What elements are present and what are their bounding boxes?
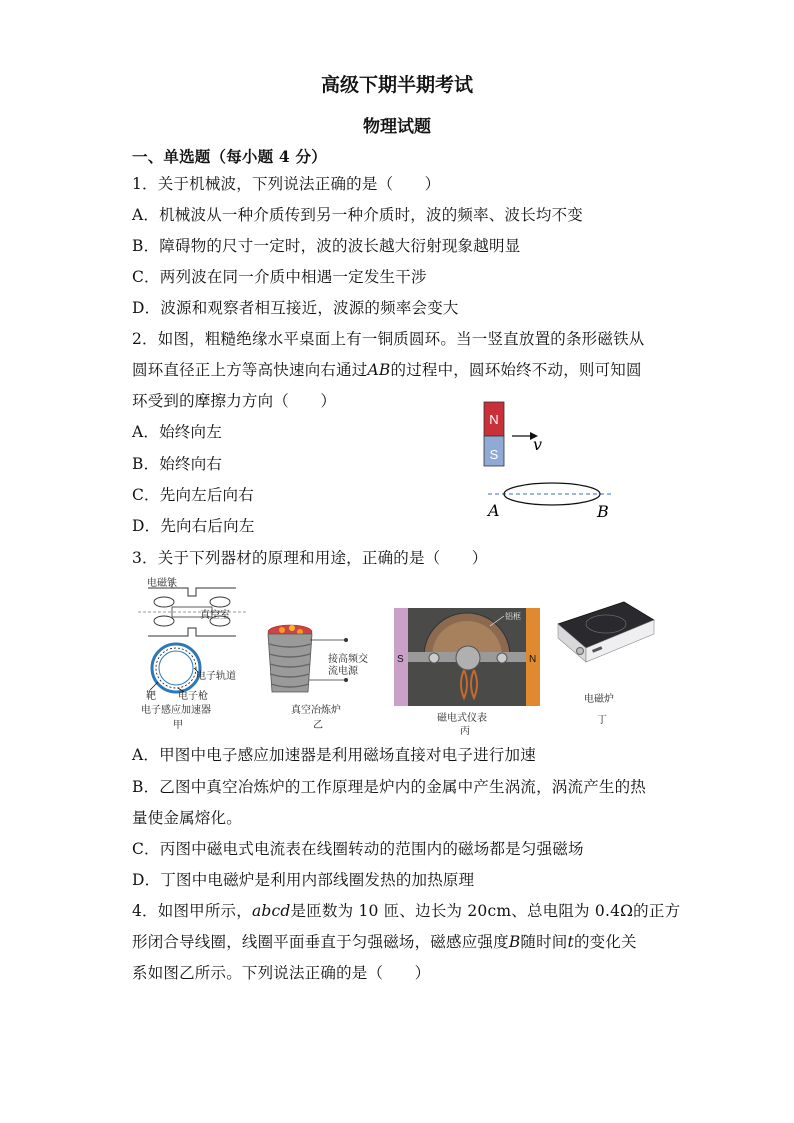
coil-left-upper <box>154 597 174 607</box>
meter-name: 磁电式仪表 <box>437 713 487 724</box>
q2-var-ab: AB <box>367 361 391 379</box>
cooker-name: 电磁炉 <box>584 694 614 705</box>
magnet-n-label: N <box>489 412 499 427</box>
target-caption: 靶 <box>146 691 156 702</box>
exam-title: 高级下期半期考试 <box>320 74 473 96</box>
q2-option-b: B．始终向右 <box>132 455 223 473</box>
pivot <box>456 646 480 670</box>
electron-orbit-caption: 电子轨道 <box>196 671 236 682</box>
electromagnet-top <box>148 588 236 596</box>
q2-stem-line1: 2．如图，粗糙绝缘水平桌面上有一铜质圆环。当一竖直放置的条形磁铁从 <box>132 330 645 348</box>
q1-option-c: C．两列波在同一介质中相遇一定发生干涉 <box>132 268 427 286</box>
q4-var-b: B <box>508 933 521 951</box>
electromagnet-caption: 电磁铁 <box>147 578 177 589</box>
q2-text: 圆环直径正上方等高快速向右通过 <box>132 361 368 379</box>
meter-photo-art <box>394 608 540 706</box>
q3-option-a: A．甲图中电子感应加速器是利用磁场直接对电子进行加速 <box>132 746 536 764</box>
furnace-name: 真空冶炼炉 <box>291 705 341 716</box>
flame-glow <box>289 625 295 631</box>
velocity-label: v <box>533 435 543 454</box>
fig-ding-label: 丁 <box>597 715 607 726</box>
q4-text: 随时间 <box>520 933 568 951</box>
orbit-inner <box>159 651 193 685</box>
q2-option-a: A．始终向左 <box>132 423 222 441</box>
electromagnet-bottom <box>148 628 236 636</box>
q2-option-d: D．先向右后向左 <box>132 517 255 535</box>
screw-right <box>497 653 507 663</box>
q3-option-c: C．丙图中磁电式电流表在线圈转动的范围内的磁场都是匀强磁场 <box>132 840 584 858</box>
furnace-body <box>268 634 312 692</box>
q1-option-a: A．机械波从一种介质传到另一种介质时，波的频率、波长均不变 <box>132 206 583 224</box>
pole-s-label: S <box>397 654 404 665</box>
fig-yi-label: 乙 <box>313 720 323 731</box>
q2-option-c: C．先向左后向右 <box>132 486 254 504</box>
q4-var-abcd: abcd <box>251 902 291 920</box>
betatron-name: 电子感应加速器 <box>141 705 211 716</box>
pole-n-label: N <box>529 654 537 665</box>
q1-stem: 1．关于机械波，下列说法正确的是（ ） <box>132 175 441 193</box>
vacuum-chamber-caption: 真空室 <box>200 610 230 621</box>
q2-stem-line3: 环受到的摩擦力方向（ ） <box>132 392 337 410</box>
q2-stem-line2 <box>132 358 642 380</box>
q4-stem-line1 <box>132 899 680 921</box>
q2-text: 的过程中，圆环始终不动，则可知圆 <box>390 361 642 379</box>
q3-option-d: D．丁图中电磁炉是利用内部线圈发热的加热原理 <box>132 871 475 889</box>
induction-cooker-figure <box>552 598 656 668</box>
q4-var-t: t <box>567 933 574 951</box>
q1-option-d: D．波源和观察者相互接近，波源的频率会变大 <box>132 299 459 317</box>
q4-text: 形闭合导线圈，线圈平面垂直于匀强磁场，磁感应强度 <box>132 933 509 951</box>
control-knob <box>577 648 584 655</box>
q4-text: 的变化关 <box>573 933 637 951</box>
flame-glow <box>279 627 285 633</box>
moving-coil-meter-photo <box>394 608 540 706</box>
fig-bing-label: 丙 <box>460 726 470 737</box>
hf-power-caption <box>328 654 368 678</box>
terminal-top <box>344 638 348 642</box>
q3-option-b-line1: B．乙图中真空冶炼炉的工作原理是炉内的金属中产生涡流，涡流产生的热 <box>132 778 646 796</box>
point-b-label: B <box>597 502 609 521</box>
hf-power-line2: 流电源 <box>328 666 358 677</box>
screw-left <box>429 653 439 663</box>
coil-left-lower <box>154 616 174 626</box>
q3-option-b-line2: 量使金属熔化。 <box>132 809 242 827</box>
hf-power-line1: 接高频交 <box>328 654 368 665</box>
subject-title: 物理试题 <box>363 117 431 137</box>
q3-stem: 3．关于下列器材的原理和用途，正确的是（ ） <box>132 549 488 567</box>
magnet-s-label: S <box>489 447 499 462</box>
terminal-bottom <box>344 678 348 682</box>
section-heading: 一、单选题（每小题 4 分） <box>132 147 327 166</box>
q1-option-b: B．障碍物的尺寸一定时，波的波长越大衍射现象越明显 <box>132 237 521 255</box>
point-a-label: A <box>488 501 500 520</box>
fig-jia-label: 甲 <box>173 720 183 731</box>
q4-text: 4．如图甲所示， <box>132 902 252 920</box>
q4-text: 是匝数为 10 匝、边长为 20cm、总电阻为 0.4Ω的正方 <box>290 902 681 920</box>
q2-magnet-ring-figure <box>478 398 628 523</box>
q4-stem-line3: 系如图乙所示。下列说法正确的是（ ） <box>132 964 431 982</box>
electron-orbit <box>156 648 196 688</box>
electron-gun-caption: 电子枪 <box>178 691 208 702</box>
q4-stem-line2 <box>132 930 637 952</box>
frame-label: 铝框 <box>505 612 521 621</box>
